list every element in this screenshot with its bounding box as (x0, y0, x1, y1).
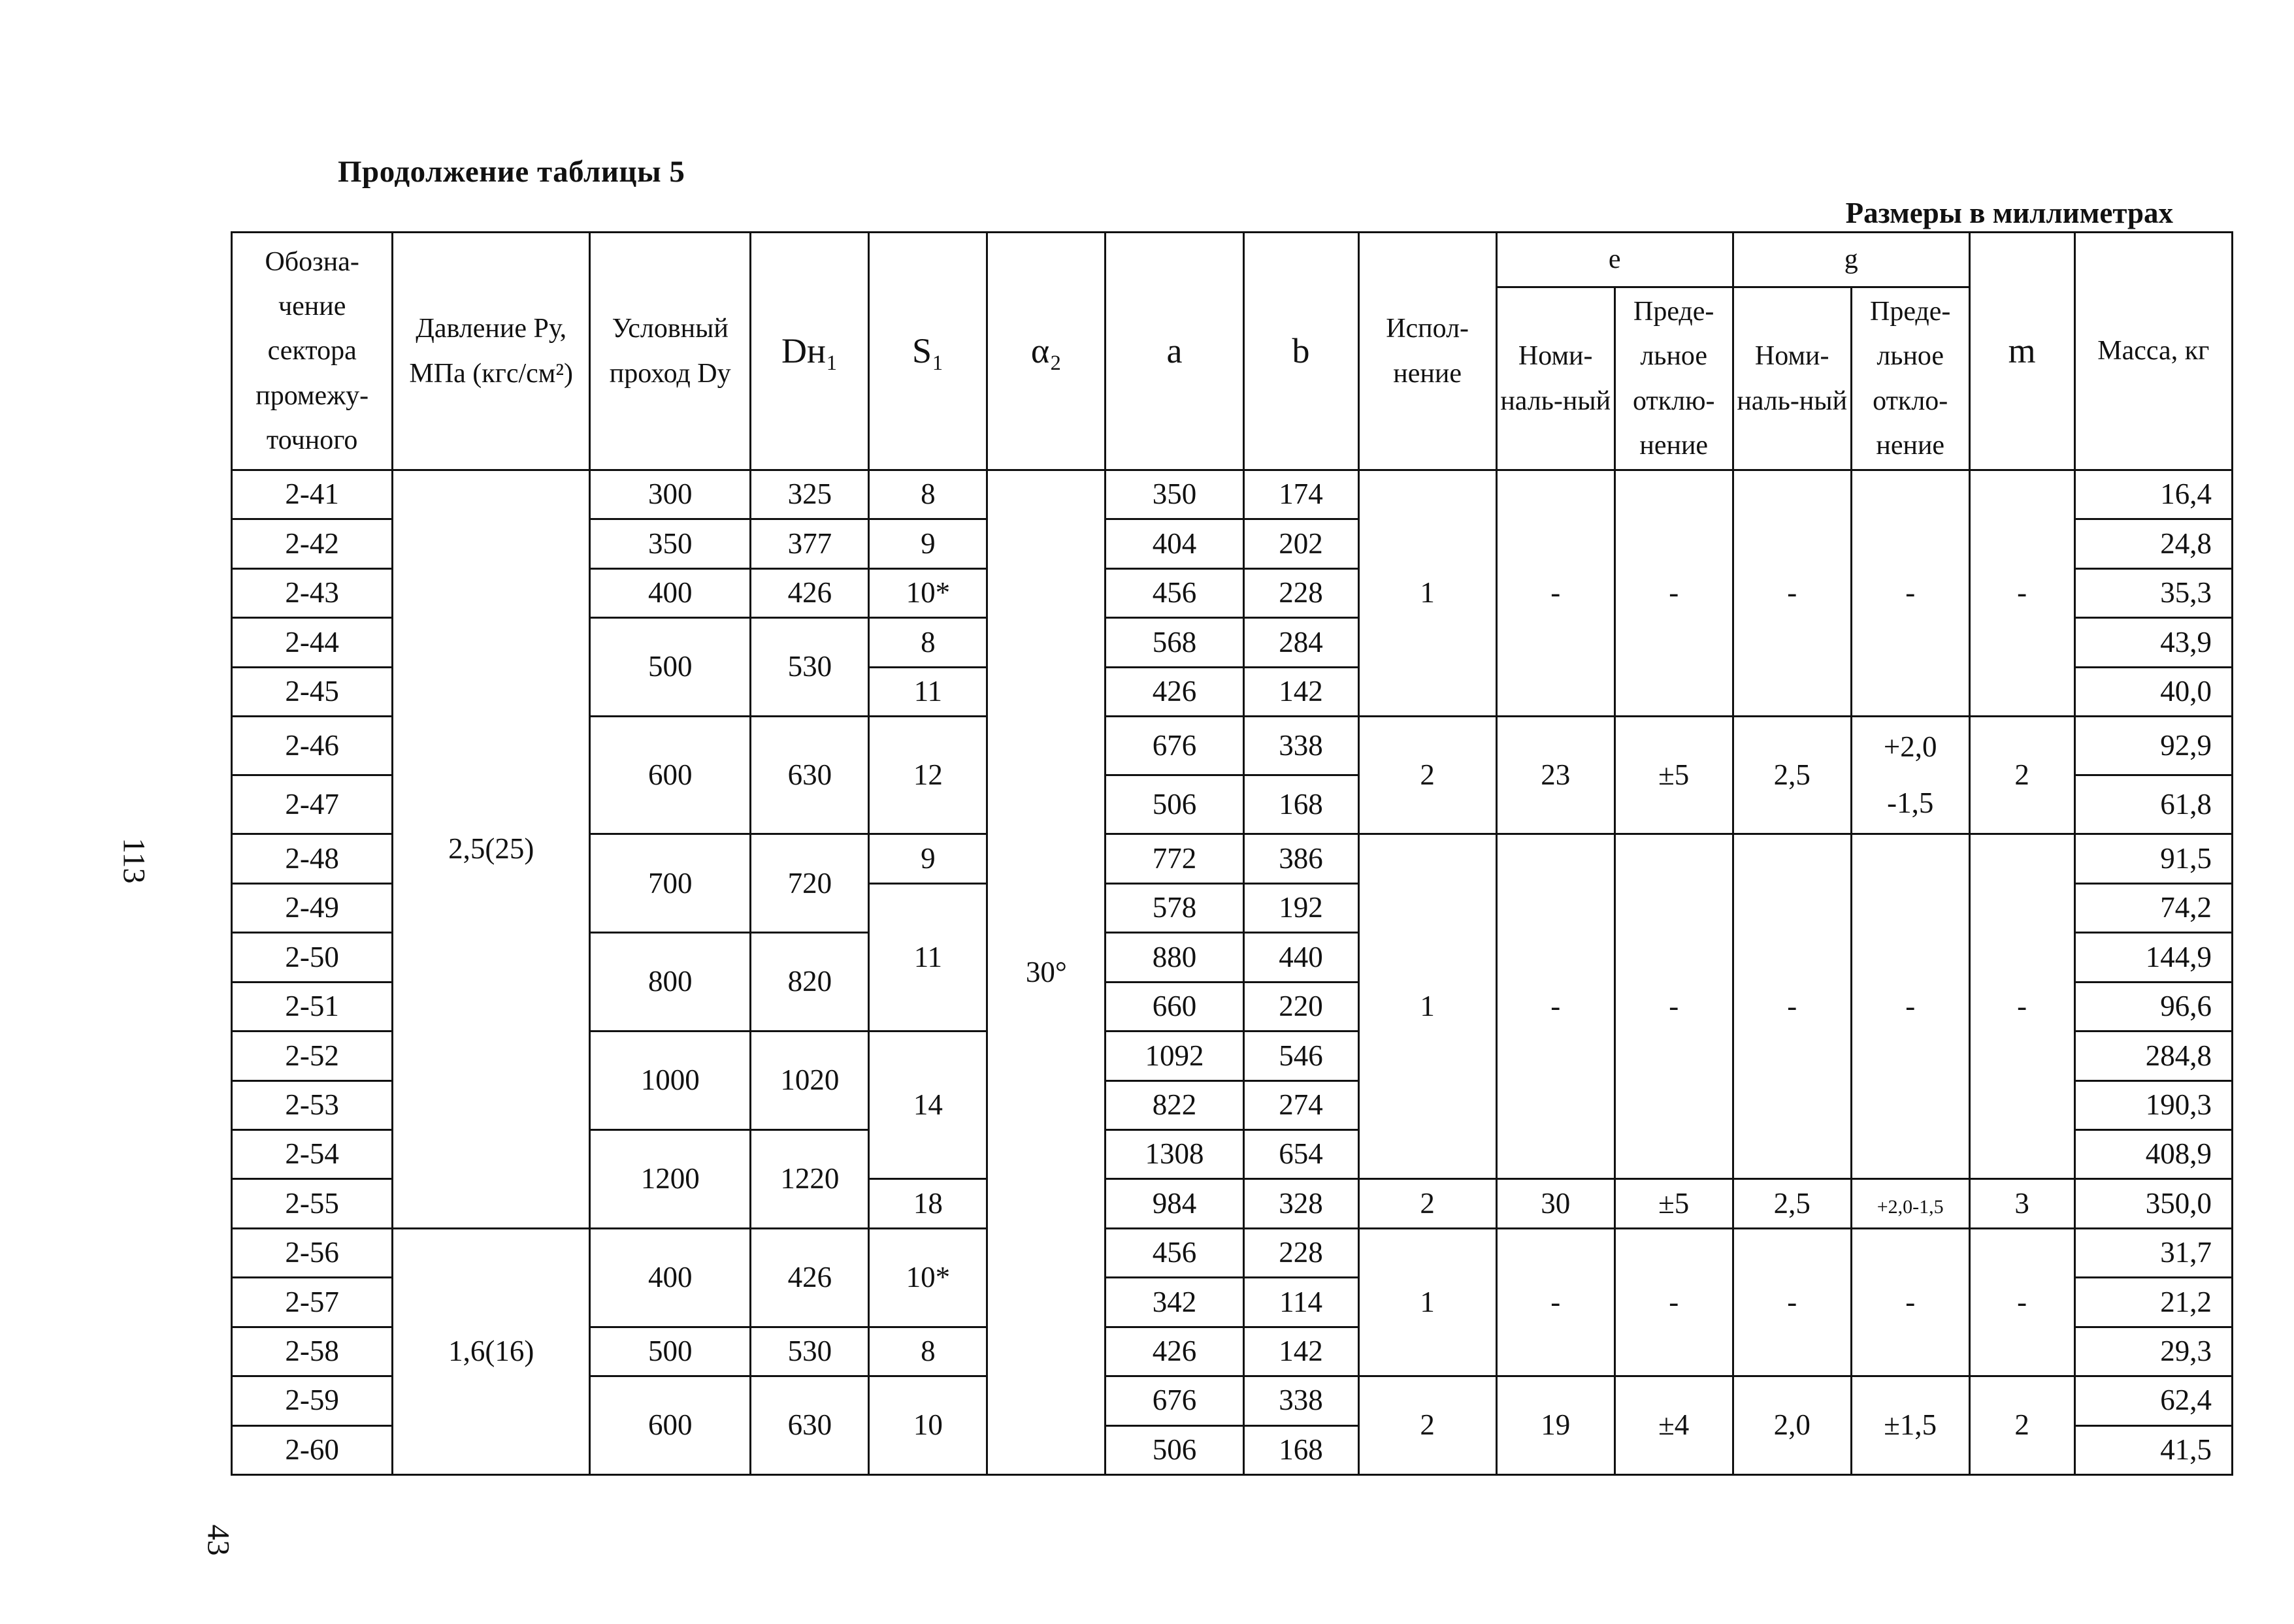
page-number-secondary: 43 (201, 1524, 236, 1556)
e-nominal-cell: 23 (1496, 717, 1614, 834)
b-cell: 174 (1243, 470, 1358, 519)
bore-cell: 800 (590, 933, 751, 1031)
b-cell: 168 (1243, 1425, 1358, 1474)
mass-cell: 40,0 (2074, 667, 2232, 716)
s1-cell: 10 (869, 1376, 987, 1475)
e-nominal-cell: - (1496, 1228, 1614, 1376)
e-tolerance-cell: ±5 (1614, 717, 1733, 834)
table-caption: Продолжение таблицы 5 (338, 155, 685, 189)
table-row (232, 1228, 2233, 1277)
g-tolerance-cell: - (1851, 470, 1969, 717)
dn-cell: 325 (751, 470, 869, 519)
a-cell: 1308 (1106, 1130, 1243, 1179)
designation-cell: 2-45 (232, 667, 393, 716)
b-cell: 192 (1243, 883, 1358, 932)
e-nominal-cell: - (1496, 470, 1614, 717)
designation-cell: 2-41 (232, 470, 393, 519)
g-nominal-cell: - (1733, 1228, 1851, 1376)
bore-cell: 500 (590, 618, 751, 717)
header-dn: Dн₁ (751, 233, 869, 470)
mass-cell: 41,5 (2074, 1425, 2232, 1474)
bore-cell: 300 (590, 470, 751, 519)
g-tolerance-cell: ±1,5 (1851, 1376, 1969, 1475)
s1-cell: 9 (869, 834, 987, 883)
g-nominal-cell: 2,5 (1733, 1179, 1851, 1228)
header-g-tolerance: Преде-льное откло-нение (1851, 287, 1969, 470)
b-cell: 168 (1243, 775, 1358, 834)
dn-cell: 530 (751, 1327, 869, 1376)
header-e-tolerance: Преде-льное отклю-нение (1614, 287, 1733, 470)
e-tolerance-cell: - (1614, 1228, 1733, 1376)
g-nominal-cell: - (1733, 470, 1851, 717)
a-cell: 984 (1106, 1179, 1243, 1228)
mass-cell: 35,3 (2074, 568, 2232, 617)
bore-cell: 1200 (590, 1130, 751, 1229)
a-cell: 1092 (1106, 1031, 1243, 1080)
mass-cell: 21,2 (2074, 1278, 2232, 1327)
header-execution: Испол-нение (1358, 233, 1496, 470)
mass-cell: 31,7 (2074, 1228, 2232, 1277)
a-cell: 772 (1106, 834, 1243, 883)
b-cell: 228 (1243, 1228, 1358, 1277)
a-cell: 350 (1106, 470, 1243, 519)
s1-cell: 18 (869, 1179, 987, 1228)
s1-cell: 11 (869, 883, 987, 1031)
designation-cell: 2-46 (232, 717, 393, 775)
s1-cell: 8 (869, 470, 987, 519)
m-cell: 2 (1969, 1376, 2074, 1475)
dn-cell: 630 (751, 1376, 869, 1475)
mass-cell: 350,0 (2074, 1179, 2232, 1228)
e-nominal-cell: 19 (1496, 1376, 1614, 1475)
a-cell: 456 (1106, 568, 1243, 617)
dn-cell: 1020 (751, 1031, 869, 1130)
dn-cell: 720 (751, 834, 869, 933)
header-bore: Условный проход Dy (590, 233, 751, 470)
a-cell: 676 (1106, 717, 1243, 775)
header-b: b (1243, 233, 1358, 470)
header-pressure: Давление Ру, МПа (кгс/см²) (393, 233, 590, 470)
designation-cell: 2-51 (232, 982, 393, 1031)
g-nominal-cell: 2,5 (1733, 717, 1851, 834)
a-cell: 426 (1106, 667, 1243, 716)
a-cell: 506 (1106, 1425, 1243, 1474)
designation-cell: 2-43 (232, 568, 393, 617)
a-cell: 880 (1106, 933, 1243, 982)
designation-cell: 2-42 (232, 519, 393, 568)
execution-cell: 1 (1358, 470, 1496, 717)
header-e-nominal: Номи-наль-ный (1496, 287, 1614, 470)
mass-cell: 24,8 (2074, 519, 2232, 568)
designation-cell: 2-57 (232, 1278, 393, 1327)
mass-cell: 43,9 (2074, 618, 2232, 667)
pressure-cell: 1,6(16) (393, 1228, 590, 1474)
mass-cell: 16,4 (2074, 470, 2232, 519)
designation-cell: 2-50 (232, 933, 393, 982)
e-nominal-cell: 30 (1496, 1179, 1614, 1228)
header-g-nominal: Номи-наль-ный (1733, 287, 1851, 470)
b-cell: 338 (1243, 1376, 1358, 1425)
b-cell: 202 (1243, 519, 1358, 568)
bore-cell: 400 (590, 568, 751, 617)
m-cell: - (1969, 834, 2074, 1179)
a-cell: 568 (1106, 618, 1243, 667)
designation-cell: 2-55 (232, 1179, 393, 1228)
header-g-group: g (1733, 233, 1969, 287)
mass-cell: 91,5 (2074, 834, 2232, 883)
designation-cell: 2-48 (232, 834, 393, 883)
page-number-primary: 113 (116, 837, 152, 884)
b-cell: 142 (1243, 1327, 1358, 1376)
m-cell: 3 (1969, 1179, 2074, 1228)
g-tolerance-cell (1851, 717, 1969, 834)
designation-cell: 2-56 (232, 1228, 393, 1277)
mass-cell: 92,9 (2074, 717, 2232, 775)
header-s1: S₁ (869, 233, 987, 470)
dimensions-table (231, 231, 2233, 1476)
b-cell: 114 (1243, 1278, 1358, 1327)
designation-cell: 2-58 (232, 1327, 393, 1376)
bore-cell: 350 (590, 519, 751, 568)
a-cell: 342 (1106, 1278, 1243, 1327)
a-cell: 660 (1106, 982, 1243, 1031)
mass-cell: 29,3 (2074, 1327, 2232, 1376)
execution-cell: 2 (1358, 1376, 1496, 1475)
mass-cell: 61,8 (2074, 775, 2232, 834)
s1-cell: 8 (869, 618, 987, 667)
b-cell: 142 (1243, 667, 1358, 716)
s1-cell: 9 (869, 519, 987, 568)
bore-cell: 400 (590, 1228, 751, 1327)
designation-cell: 2-49 (232, 883, 393, 932)
e-nominal-cell: - (1496, 834, 1614, 1179)
e-tolerance-cell: - (1614, 834, 1733, 1179)
execution-cell: 2 (1358, 717, 1496, 834)
bore-cell: 600 (590, 1376, 751, 1475)
designation-cell: 2-47 (232, 775, 393, 834)
mass-cell: 62,4 (2074, 1376, 2232, 1425)
header-alpha: α₂ (987, 233, 1106, 470)
mass-cell: 408,9 (2074, 1130, 2232, 1179)
a-cell: 456 (1106, 1228, 1243, 1277)
g-nominal-cell: - (1733, 834, 1851, 1179)
b-cell: 220 (1243, 982, 1358, 1031)
g-tolerance-lower: -1,5 (1887, 786, 1934, 819)
header-e-group: e (1496, 233, 1733, 287)
table-row (232, 470, 2233, 519)
dn-cell: 426 (751, 1228, 869, 1327)
a-cell: 822 (1106, 1080, 1243, 1129)
b-cell: 654 (1243, 1130, 1358, 1179)
designation-cell: 2-44 (232, 618, 393, 667)
mass-cell: 190,3 (2074, 1080, 2232, 1129)
designation-cell: 2-53 (232, 1080, 393, 1129)
g-tolerance-cell: - (1851, 1228, 1969, 1376)
execution-cell: 1 (1358, 1228, 1496, 1376)
bore-cell: 1000 (590, 1031, 751, 1130)
m-cell: 2 (1969, 717, 2074, 834)
b-cell: 228 (1243, 568, 1358, 617)
a-cell: 404 (1106, 519, 1243, 568)
g-nominal-cell: 2,0 (1733, 1376, 1851, 1475)
e-tolerance-cell: ±4 (1614, 1376, 1733, 1475)
b-cell: 328 (1243, 1179, 1358, 1228)
dn-cell: 530 (751, 618, 869, 717)
s1-cell: 11 (869, 667, 987, 716)
m-cell: - (1969, 470, 2074, 717)
bore-cell: 700 (590, 834, 751, 933)
m-cell: - (1969, 1228, 2074, 1376)
a-cell: 578 (1106, 883, 1243, 932)
dn-cell: 426 (751, 568, 869, 617)
b-cell: 440 (1243, 933, 1358, 982)
alpha-cell: 30° (987, 470, 1106, 1475)
designation-cell: 2-54 (232, 1130, 393, 1179)
b-cell: 546 (1243, 1031, 1358, 1080)
b-cell: 274 (1243, 1080, 1358, 1129)
execution-cell: 2 (1358, 1179, 1496, 1228)
dn-cell: 1220 (751, 1130, 869, 1229)
g-tolerance-upper: +2,0 (1883, 730, 1937, 764)
units-note: Размеры в миллиметрах (1845, 197, 2173, 229)
e-tolerance-cell: ±5 (1614, 1179, 1733, 1228)
g-tolerance-cell: - (1851, 834, 1969, 1179)
bore-cell: 500 (590, 1327, 751, 1376)
dn-cell: 820 (751, 933, 869, 1031)
header-mass: Масса, кг (2074, 233, 2232, 470)
s1-cell: 14 (869, 1031, 987, 1179)
bore-cell: 600 (590, 717, 751, 834)
header-designation: Обозна-чение сектора промежу-точного (232, 233, 393, 470)
g-tolerance-lower: -1,5 (1912, 1195, 1944, 1218)
b-cell: 284 (1243, 618, 1358, 667)
designation-cell: 2-60 (232, 1425, 393, 1474)
b-cell: 386 (1243, 834, 1358, 883)
mass-cell: 96,6 (2074, 982, 2232, 1031)
s1-cell: 12 (869, 717, 987, 834)
g-tolerance-cell (1851, 1179, 1969, 1228)
dn-cell: 630 (751, 717, 869, 834)
s1-cell: 10* (869, 568, 987, 617)
execution-cell: 1 (1358, 834, 1496, 1179)
header-a: a (1106, 233, 1243, 470)
header-m: m (1969, 233, 2074, 470)
mass-cell: 144,9 (2074, 933, 2232, 982)
designation-cell: 2-52 (232, 1031, 393, 1080)
g-tolerance-upper: +2,0 (1876, 1195, 1913, 1218)
e-tolerance-cell: - (1614, 470, 1733, 717)
b-cell: 338 (1243, 717, 1358, 775)
s1-cell: 8 (869, 1327, 987, 1376)
mass-cell: 284,8 (2074, 1031, 2232, 1080)
a-cell: 676 (1106, 1376, 1243, 1425)
mass-cell: 74,2 (2074, 883, 2232, 932)
a-cell: 506 (1106, 775, 1243, 834)
dn-cell: 377 (751, 519, 869, 568)
a-cell: 426 (1106, 1327, 1243, 1376)
pressure-cell: 2,5(25) (393, 470, 590, 1229)
s1-cell: 10* (869, 1228, 987, 1327)
designation-cell: 2-59 (232, 1376, 393, 1425)
